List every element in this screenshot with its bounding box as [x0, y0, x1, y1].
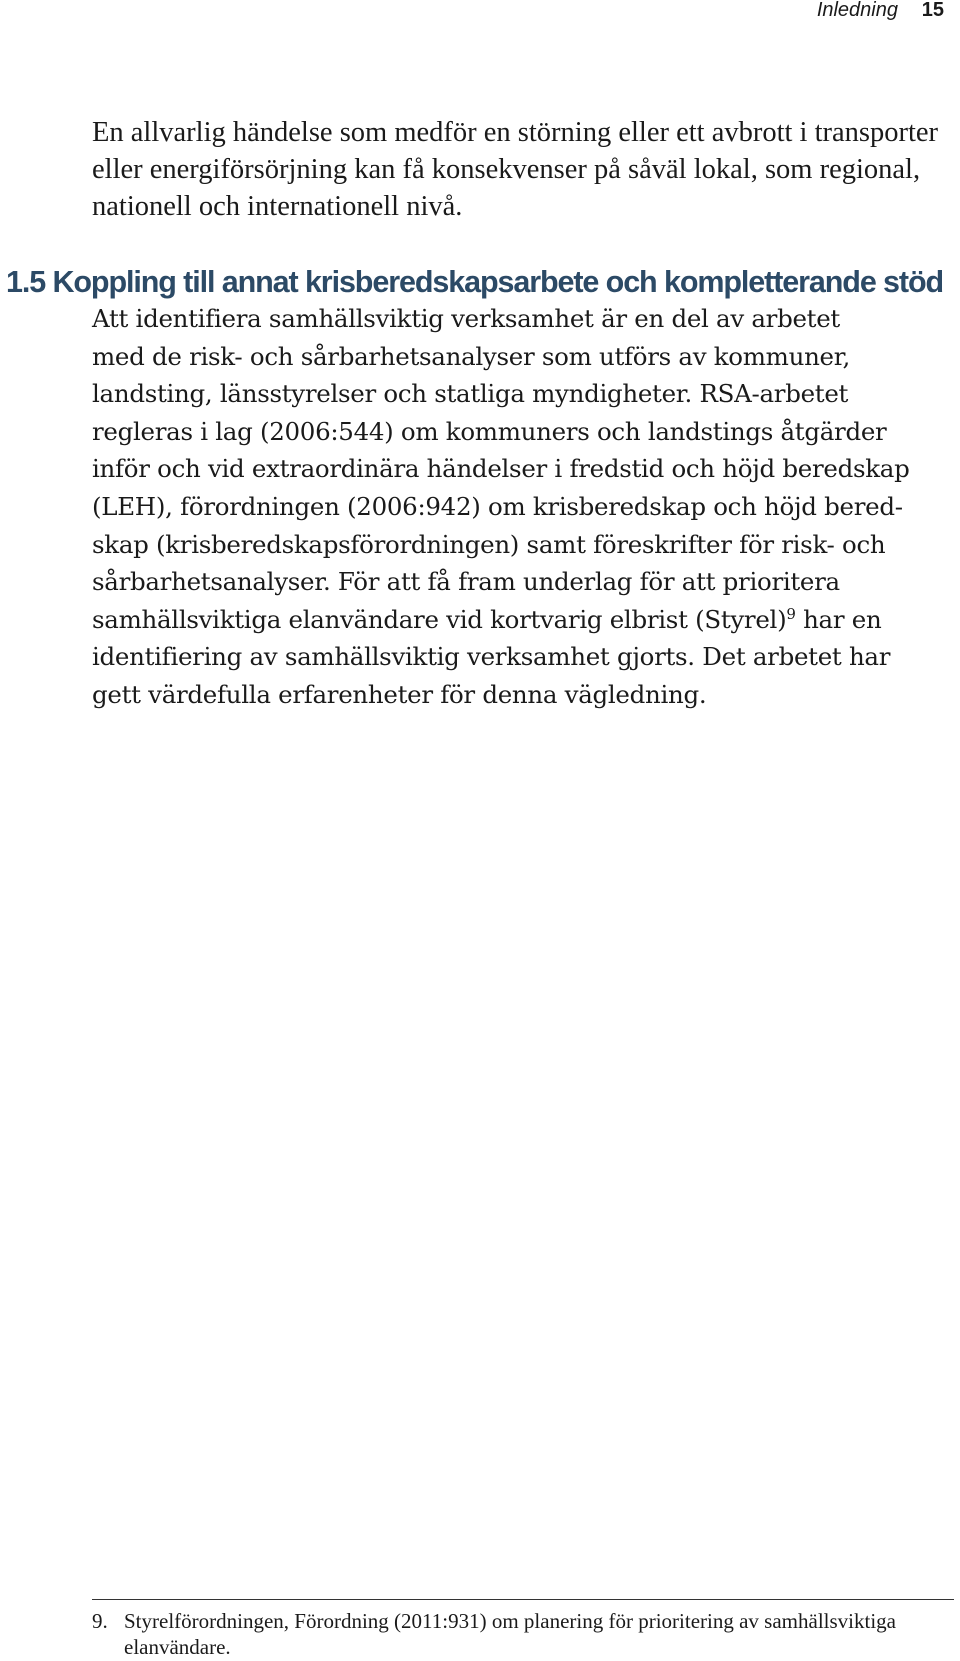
running-header-section-name: Inledning	[816, 0, 898, 21]
page-number: 15	[921, 0, 944, 21]
body-text-part-2: har en identifiering av samhällsviktig verksamhet gjorts. Det arbetet har gett värdefulla erfarenheter för denna vägledning.	[92, 604, 891, 709]
section-body-paragraph	[92, 300, 958, 714]
footnote-text: Styrelförordningen, Förordning (2011:931) om planering för prioritering av samhällsviktiga elanvändare.	[124, 1609, 896, 1659]
section-heading: 1.5 Koppling till annat krisberedskapsarbete och kompletterande stöd	[6, 265, 944, 299]
footnote-reference[interactable]: 9	[786, 604, 796, 623]
intro-paragraph: En allvarlig händelse som medför en störning eller ett avbrott i transporter eller energiförsörjning kan få konsekvenser på såväl lokal, som regional, nationell och internationell nivå.	[92, 117, 939, 222]
footnote	[92, 1608, 958, 1660]
body-text-part-1: Att identifiera samhällsviktig verksamhet är en del av arbetet med de risk- och sårbarhetsanalyser som utförs av kommuner, landsting, länsstyrelser och statliga myndigheter. RSA-arbetet regleras i lag (2006:544) om kommuners och landstings åtgärder inför och vid extraordinära händelser i fredstid och höjd beredskap (LEH), förordningen (2006:942) om krisberedskap och höjd bered- skap (krisberedskapsförordningen) samt föreskrifter för risk- och sårbarhetsanalyser. För att få fram underlag för att prioritera samhällsviktiga elanvändare vid kortvarig elbrist (Styrel)	[92, 304, 910, 634]
footnote-divider	[92, 1599, 954, 1600]
footnote-number: 9.	[92, 1609, 108, 1633]
running-header	[0, 0, 960, 22]
